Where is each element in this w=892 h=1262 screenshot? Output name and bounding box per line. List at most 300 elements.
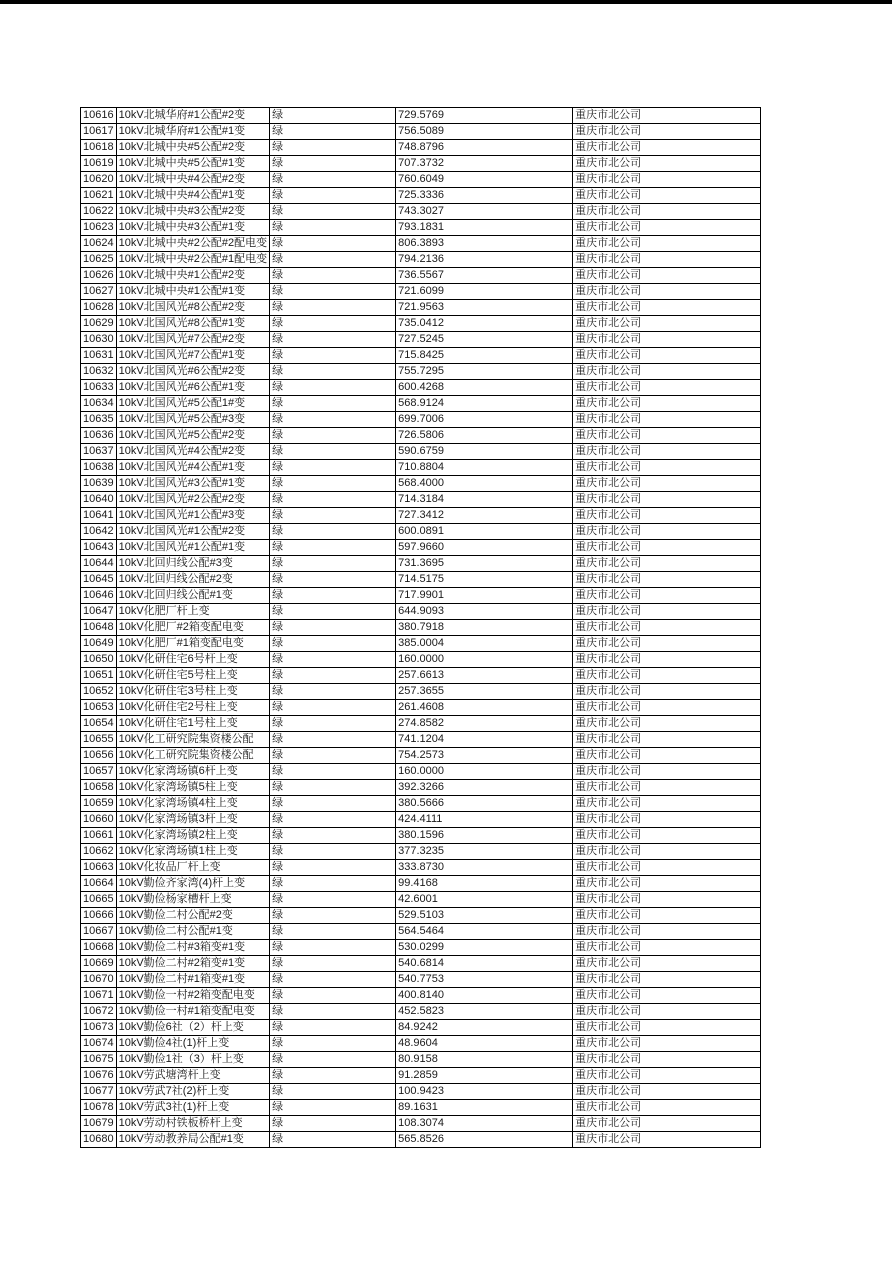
table-row [81, 220, 761, 236]
table-row [81, 236, 761, 252]
status-cell: 绿 [270, 716, 396, 732]
company-cell: 重庆市北公司 [573, 188, 761, 204]
value-cell: 452.5823 [396, 1004, 573, 1020]
table-row [81, 508, 761, 524]
status-cell: 绿 [270, 1020, 396, 1036]
value-cell: 793.1831 [396, 220, 573, 236]
company-cell: 重庆市北公司 [573, 700, 761, 716]
company-cell: 重庆市北公司 [573, 348, 761, 364]
feeder-name-cell: 10kV化研住宅2号柱上变 [116, 700, 270, 716]
status-cell: 绿 [270, 924, 396, 940]
status-cell: 绿 [270, 300, 396, 316]
value-cell: 530.0299 [396, 940, 573, 956]
company-cell: 重庆市北公司 [573, 508, 761, 524]
status-cell: 绿 [270, 108, 396, 124]
table-row [81, 316, 761, 332]
table-row [81, 572, 761, 588]
status-cell: 绿 [270, 988, 396, 1004]
feeder-name-cell: 10kV勤俭1社（3）杆上变 [116, 1052, 270, 1068]
company-cell: 重庆市北公司 [573, 316, 761, 332]
row-id-cell: 10650 [81, 652, 117, 668]
feeder-name-cell: 10kV化家湾场镇1柱上变 [116, 844, 270, 860]
row-id-cell: 10633 [81, 380, 117, 396]
company-cell: 重庆市北公司 [573, 428, 761, 444]
row-id-cell: 10625 [81, 252, 117, 268]
status-cell: 绿 [270, 172, 396, 188]
company-cell: 重庆市北公司 [573, 1116, 761, 1132]
feeder-name-cell: 10kV勤俭二村公配#2变 [116, 908, 270, 924]
status-cell: 绿 [270, 316, 396, 332]
row-id-cell: 10619 [81, 156, 117, 172]
company-cell: 重庆市北公司 [573, 444, 761, 460]
table-row [81, 1084, 761, 1100]
status-cell: 绿 [270, 844, 396, 860]
table-row [81, 1100, 761, 1116]
row-id-cell: 10645 [81, 572, 117, 588]
table-row [81, 156, 761, 172]
table-row [81, 844, 761, 860]
feeder-name-cell: 10kV勤俭二村#2箱变#1变 [116, 956, 270, 972]
status-cell: 绿 [270, 684, 396, 700]
table-row [81, 524, 761, 540]
status-cell: 绿 [270, 604, 396, 620]
company-cell: 重庆市北公司 [573, 780, 761, 796]
status-cell: 绿 [270, 460, 396, 476]
status-cell: 绿 [270, 380, 396, 396]
feeder-name-cell: 10kV北国风光#3公配#1变 [116, 476, 270, 492]
status-cell: 绿 [270, 812, 396, 828]
company-cell: 重庆市北公司 [573, 572, 761, 588]
value-cell: 274.8582 [396, 716, 573, 732]
feeder-name-cell: 10kV北国风光#1公配#2变 [116, 524, 270, 540]
value-cell: 717.9901 [396, 588, 573, 604]
feeder-name-cell: 10kV北城中央#3公配#2变 [116, 204, 270, 220]
value-cell: 568.4000 [396, 476, 573, 492]
feeder-name-cell: 10kV化家湾场镇6杆上变 [116, 764, 270, 780]
row-id-cell: 10632 [81, 364, 117, 380]
table-row [81, 332, 761, 348]
status-cell: 绿 [270, 940, 396, 956]
status-cell: 绿 [270, 284, 396, 300]
status-cell: 绿 [270, 1116, 396, 1132]
feeder-name-cell: 10kV化家湾场镇2柱上变 [116, 828, 270, 844]
company-cell: 重庆市北公司 [573, 540, 761, 556]
feeder-name-cell: 10kV北国风光#6公配#1变 [116, 380, 270, 396]
row-id-cell: 10665 [81, 892, 117, 908]
value-cell: 99.4168 [396, 876, 573, 892]
table-row [81, 780, 761, 796]
table-row [81, 764, 761, 780]
value-cell: 380.7918 [396, 620, 573, 636]
value-cell: 160.0000 [396, 652, 573, 668]
row-id-cell: 10634 [81, 396, 117, 412]
row-id-cell: 10659 [81, 796, 117, 812]
row-id-cell: 10666 [81, 908, 117, 924]
row-id-cell: 10623 [81, 220, 117, 236]
value-cell: 424.4111 [396, 812, 573, 828]
feeder-name-cell: 10kV勤俭二村#3箱变#1变 [116, 940, 270, 956]
company-cell: 重庆市北公司 [573, 764, 761, 780]
value-cell: 743.3027 [396, 204, 573, 220]
row-id-cell: 10644 [81, 556, 117, 572]
table-row [81, 540, 761, 556]
company-cell: 重庆市北公司 [573, 1036, 761, 1052]
status-cell: 绿 [270, 876, 396, 892]
status-cell: 绿 [270, 364, 396, 380]
table-row [81, 1116, 761, 1132]
value-cell: 89.1631 [396, 1100, 573, 1116]
status-cell: 绿 [270, 476, 396, 492]
table-row [81, 108, 761, 124]
feeder-name-cell: 10kV北城中央#1公配#1变 [116, 284, 270, 300]
feeder-name-cell: 10kV北城华府#1公配#2变 [116, 108, 270, 124]
feeder-name-cell: 10kV北国风光#5公配1#变 [116, 396, 270, 412]
table-row [81, 924, 761, 940]
table-row [81, 652, 761, 668]
feeder-name-cell: 10kV勤俭齐家湾(4)杆上变 [116, 876, 270, 892]
row-id-cell: 10654 [81, 716, 117, 732]
feeder-name-cell: 10kV北回归线公配#2变 [116, 572, 270, 588]
value-cell: 726.5806 [396, 428, 573, 444]
table-row [81, 892, 761, 908]
company-cell: 重庆市北公司 [573, 988, 761, 1004]
status-cell: 绿 [270, 1068, 396, 1084]
company-cell: 重庆市北公司 [573, 908, 761, 924]
row-id-cell: 10663 [81, 860, 117, 876]
company-cell: 重庆市北公司 [573, 1132, 761, 1148]
company-cell: 重庆市北公司 [573, 924, 761, 940]
feeder-name-cell: 10kV劳动教养局公配#1变 [116, 1132, 270, 1148]
status-cell: 绿 [270, 268, 396, 284]
company-cell: 重庆市北公司 [573, 956, 761, 972]
company-cell: 重庆市北公司 [573, 556, 761, 572]
company-cell: 重庆市北公司 [573, 380, 761, 396]
feeder-name-cell: 10kV北国风光#2公配#2变 [116, 492, 270, 508]
table-row [81, 364, 761, 380]
row-id-cell: 10656 [81, 748, 117, 764]
company-cell: 重庆市北公司 [573, 796, 761, 812]
value-cell: 597.9660 [396, 540, 573, 556]
table-row [81, 1068, 761, 1084]
company-cell: 重庆市北公司 [573, 892, 761, 908]
table-row [81, 1036, 761, 1052]
company-cell: 重庆市北公司 [573, 732, 761, 748]
value-cell: 400.8140 [396, 988, 573, 1004]
row-id-cell: 10642 [81, 524, 117, 540]
row-id-cell: 10628 [81, 300, 117, 316]
status-cell: 绿 [270, 348, 396, 364]
value-cell: 392.3266 [396, 780, 573, 796]
feeder-name-cell: 10kV化研住宅6号杆上变 [116, 652, 270, 668]
value-cell: 736.5567 [396, 268, 573, 284]
status-cell: 绿 [270, 764, 396, 780]
company-cell: 重庆市北公司 [573, 668, 761, 684]
row-id-cell: 10677 [81, 1084, 117, 1100]
table-row [81, 124, 761, 140]
status-cell: 绿 [270, 236, 396, 252]
status-cell: 绿 [270, 972, 396, 988]
status-cell: 绿 [270, 636, 396, 652]
feeder-name-cell: 10kV北城中央#1公配#2变 [116, 268, 270, 284]
value-cell: 380.1596 [396, 828, 573, 844]
company-cell: 重庆市北公司 [573, 1068, 761, 1084]
status-cell: 绿 [270, 620, 396, 636]
table-row [81, 812, 761, 828]
company-cell: 重庆市北公司 [573, 236, 761, 252]
status-cell: 绿 [270, 444, 396, 460]
table-row [81, 476, 761, 492]
row-id-cell: 10676 [81, 1068, 117, 1084]
row-id-cell: 10622 [81, 204, 117, 220]
status-cell: 绿 [270, 860, 396, 876]
row-id-cell: 10638 [81, 460, 117, 476]
status-cell: 绿 [270, 524, 396, 540]
row-id-cell: 10678 [81, 1100, 117, 1116]
table-row [81, 1004, 761, 1020]
row-id-cell: 10639 [81, 476, 117, 492]
status-cell: 绿 [270, 252, 396, 268]
company-cell: 重庆市北公司 [573, 220, 761, 236]
value-cell: 748.8796 [396, 140, 573, 156]
table-body [81, 108, 761, 1148]
value-cell: 756.5089 [396, 124, 573, 140]
value-cell: 568.9124 [396, 396, 573, 412]
company-cell: 重庆市北公司 [573, 332, 761, 348]
feeder-name-cell: 10kV北国风光#7公配#2变 [116, 332, 270, 348]
status-cell: 绿 [270, 780, 396, 796]
feeder-name-cell: 10kV北回归线公配#1变 [116, 588, 270, 604]
row-id-cell: 10641 [81, 508, 117, 524]
feeder-name-cell: 10kV化家湾场镇5柱上变 [116, 780, 270, 796]
table-row [81, 428, 761, 444]
status-cell: 绿 [270, 188, 396, 204]
value-cell: 760.6049 [396, 172, 573, 188]
row-id-cell: 10664 [81, 876, 117, 892]
feeder-name-cell: 10kV勤俭二村#1箱变#1变 [116, 972, 270, 988]
value-cell: 731.3695 [396, 556, 573, 572]
feeder-name-cell: 10kV劳动村铁板桥杆上变 [116, 1116, 270, 1132]
value-cell: 754.2573 [396, 748, 573, 764]
status-cell: 绿 [270, 1100, 396, 1116]
row-id-cell: 10646 [81, 588, 117, 604]
feeder-name-cell: 10kV北国风光#4公配#2变 [116, 444, 270, 460]
status-cell: 绿 [270, 572, 396, 588]
row-id-cell: 10637 [81, 444, 117, 460]
table-row [81, 1020, 761, 1036]
row-id-cell: 10668 [81, 940, 117, 956]
feeder-name-cell: 10kV化家湾场镇3杆上变 [116, 812, 270, 828]
feeder-name-cell: 10kV北国风光#8公配#1变 [116, 316, 270, 332]
table-row [81, 1052, 761, 1068]
table-row [81, 172, 761, 188]
value-cell: 735.0412 [396, 316, 573, 332]
company-cell: 重庆市北公司 [573, 684, 761, 700]
status-cell: 绿 [270, 796, 396, 812]
status-cell: 绿 [270, 556, 396, 572]
company-cell: 重庆市北公司 [573, 252, 761, 268]
value-cell: 42.6001 [396, 892, 573, 908]
table-row [81, 796, 761, 812]
status-cell: 绿 [270, 588, 396, 604]
row-id-cell: 10618 [81, 140, 117, 156]
company-cell: 重庆市北公司 [573, 1004, 761, 1020]
table-row [81, 300, 761, 316]
table-row [81, 604, 761, 620]
company-cell: 重庆市北公司 [573, 652, 761, 668]
status-cell: 绿 [270, 156, 396, 172]
company-cell: 重庆市北公司 [573, 604, 761, 620]
table-row [81, 188, 761, 204]
value-cell: 714.3184 [396, 492, 573, 508]
status-cell: 绿 [270, 748, 396, 764]
company-cell: 重庆市北公司 [573, 828, 761, 844]
feeder-name-cell: 10kV化研住宅3号柱上变 [116, 684, 270, 700]
table-row [81, 556, 761, 572]
row-id-cell: 10662 [81, 844, 117, 860]
value-cell: 727.5245 [396, 332, 573, 348]
feeder-name-cell: 10kV北城中央#2公配#2配电变 [116, 236, 270, 252]
company-cell: 重庆市北公司 [573, 396, 761, 412]
row-id-cell: 10617 [81, 124, 117, 140]
feeder-name-cell: 10kV北国风光#5公配#3变 [116, 412, 270, 428]
row-id-cell: 10630 [81, 332, 117, 348]
company-cell: 重庆市北公司 [573, 748, 761, 764]
feeder-name-cell: 10kV勤俭6社（2）杆上变 [116, 1020, 270, 1036]
row-id-cell: 10667 [81, 924, 117, 940]
company-cell: 重庆市北公司 [573, 972, 761, 988]
feeder-name-cell: 10kV北回归线公配#3变 [116, 556, 270, 572]
company-cell: 重庆市北公司 [573, 940, 761, 956]
value-cell: 540.7753 [396, 972, 573, 988]
feeder-name-cell: 10kV北国风光#7公配#1变 [116, 348, 270, 364]
company-cell: 重庆市北公司 [573, 476, 761, 492]
table-row [81, 348, 761, 364]
value-cell: 84.9242 [396, 1020, 573, 1036]
status-cell: 绿 [270, 396, 396, 412]
value-cell: 727.3412 [396, 508, 573, 524]
row-id-cell: 10653 [81, 700, 117, 716]
value-cell: 108.3074 [396, 1116, 573, 1132]
table-row [81, 668, 761, 684]
company-cell: 重庆市北公司 [573, 1052, 761, 1068]
status-cell: 绿 [270, 652, 396, 668]
row-id-cell: 10640 [81, 492, 117, 508]
value-cell: 377.3235 [396, 844, 573, 860]
feeder-name-cell: 10kV化工研究院集资楼公配 [116, 748, 270, 764]
status-cell: 绿 [270, 332, 396, 348]
feeder-name-cell: 10kV化工研究院集资楼公配 [116, 732, 270, 748]
table-row [81, 940, 761, 956]
table-row [81, 620, 761, 636]
company-cell: 重庆市北公司 [573, 156, 761, 172]
value-cell: 564.5464 [396, 924, 573, 940]
row-id-cell: 10621 [81, 188, 117, 204]
row-id-cell: 10647 [81, 604, 117, 620]
row-id-cell: 10616 [81, 108, 117, 124]
row-id-cell: 10680 [81, 1132, 117, 1148]
feeder-name-cell: 10kV北国风光#4公配#1变 [116, 460, 270, 476]
value-cell: 540.6814 [396, 956, 573, 972]
feeder-name-cell: 10kV北城中央#3公配#1变 [116, 220, 270, 236]
feeder-name-cell: 10kV勤俭二村公配#1变 [116, 924, 270, 940]
top-border-bar [0, 0, 892, 4]
feeder-name-cell: 10kV劳武3社(1)杆上变 [116, 1100, 270, 1116]
status-cell: 绿 [270, 540, 396, 556]
value-cell: 257.3655 [396, 684, 573, 700]
row-id-cell: 10648 [81, 620, 117, 636]
company-cell: 重庆市北公司 [573, 844, 761, 860]
company-cell: 重庆市北公司 [573, 492, 761, 508]
company-cell: 重庆市北公司 [573, 300, 761, 316]
value-cell: 699.7006 [396, 412, 573, 428]
feeder-name-cell: 10kV北城中央#4公配#1变 [116, 188, 270, 204]
feeder-name-cell: 10kV北国风光#1公配#3变 [116, 508, 270, 524]
table-row [81, 908, 761, 924]
value-cell: 80.9158 [396, 1052, 573, 1068]
table-row [81, 636, 761, 652]
table-row [81, 748, 761, 764]
feeder-name-cell: 10kV北城华府#1公配#1变 [116, 124, 270, 140]
row-id-cell: 10673 [81, 1020, 117, 1036]
value-cell: 385.0004 [396, 636, 573, 652]
status-cell: 绿 [270, 1036, 396, 1052]
value-cell: 333.8730 [396, 860, 573, 876]
data-table [80, 107, 761, 1148]
table-row [81, 828, 761, 844]
table-row [81, 460, 761, 476]
value-cell: 794.2136 [396, 252, 573, 268]
row-id-cell: 10629 [81, 316, 117, 332]
table-row [81, 204, 761, 220]
row-id-cell: 10669 [81, 956, 117, 972]
company-cell: 重庆市北公司 [573, 1020, 761, 1036]
company-cell: 重庆市北公司 [573, 1100, 761, 1116]
table-row [81, 972, 761, 988]
row-id-cell: 10635 [81, 412, 117, 428]
feeder-name-cell: 10kV勤俭4社(1)杆上变 [116, 1036, 270, 1052]
value-cell: 529.5103 [396, 908, 573, 924]
table-row [81, 1132, 761, 1148]
status-cell: 绿 [270, 956, 396, 972]
company-cell: 重庆市北公司 [573, 716, 761, 732]
table-row [81, 588, 761, 604]
table-row [81, 988, 761, 1004]
value-cell: 257.6613 [396, 668, 573, 684]
status-cell: 绿 [270, 828, 396, 844]
row-id-cell: 10627 [81, 284, 117, 300]
company-cell: 重庆市北公司 [573, 1084, 761, 1100]
row-id-cell: 10671 [81, 988, 117, 1004]
status-cell: 绿 [270, 668, 396, 684]
row-id-cell: 10620 [81, 172, 117, 188]
value-cell: 261.4608 [396, 700, 573, 716]
table-row [81, 380, 761, 396]
status-cell: 绿 [270, 908, 396, 924]
feeder-name-cell: 10kV化研住宅5号柱上变 [116, 668, 270, 684]
company-cell: 重庆市北公司 [573, 876, 761, 892]
row-id-cell: 10672 [81, 1004, 117, 1020]
row-id-cell: 10636 [81, 428, 117, 444]
table-row [81, 956, 761, 972]
row-id-cell: 10624 [81, 236, 117, 252]
value-cell: 600.4268 [396, 380, 573, 396]
feeder-name-cell: 10kV北城中央#2公配#1配电变 [116, 252, 270, 268]
status-cell: 绿 [270, 220, 396, 236]
row-id-cell: 10657 [81, 764, 117, 780]
status-cell: 绿 [270, 892, 396, 908]
value-cell: 755.7295 [396, 364, 573, 380]
table-row [81, 876, 761, 892]
